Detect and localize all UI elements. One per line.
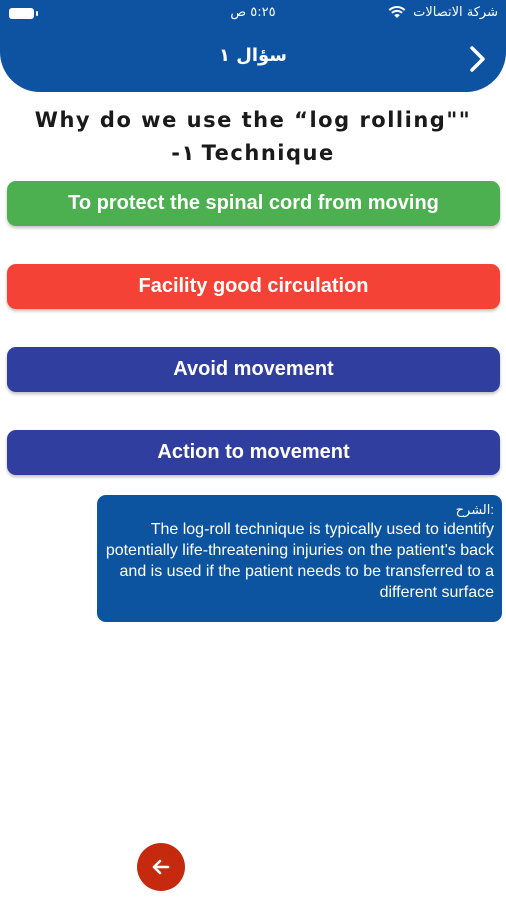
answer-option-1[interactable]: To protect the spinal cord from moving bbox=[7, 181, 500, 226]
explanation-label: الشرح: bbox=[455, 502, 494, 517]
back-button[interactable] bbox=[137, 843, 185, 891]
arrow-left-icon bbox=[150, 856, 172, 878]
answer-option-3[interactable]: Avoid movement bbox=[7, 347, 500, 392]
status-time: ٥:٢٥ ص bbox=[230, 5, 276, 20]
wifi-icon bbox=[388, 5, 406, 19]
explanation-text: The log-roll technique is typically used to identify potentially life-threatening injuries on the patient's back and is used if the patient needs to be transferred to a different surface bbox=[105, 521, 494, 601]
page-title: سؤال ١ bbox=[218, 45, 288, 66]
chevron-right-icon[interactable] bbox=[466, 44, 490, 74]
explanation-box bbox=[97, 495, 502, 622]
question-text: Why do we use the “log rolling"" -١ Technique bbox=[34, 108, 472, 165]
status-bar bbox=[0, 0, 506, 30]
answer-option-4[interactable]: Action to movement bbox=[7, 430, 500, 475]
carrier-name: شركة الاتصالات bbox=[413, 5, 498, 20]
answer-option-2[interactable]: Facility good circulation bbox=[7, 264, 500, 309]
app-header bbox=[0, 0, 506, 92]
